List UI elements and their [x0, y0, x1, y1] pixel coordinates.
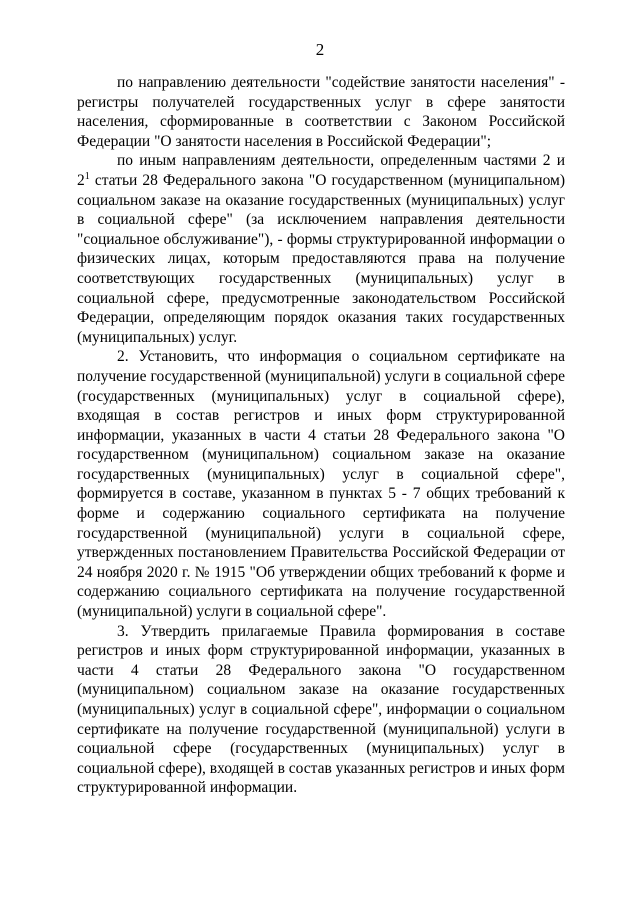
paragraph-clause-2: 2. Установить, что информация о социальном сертификате на получение государственной (муниципальной) услуги в социальной сфере (государственных (муниципальных) услуг в социальной сфере), входящая в состав регистров и иных форм структурированной информации, указанных в части 4 статьи 28 Федерального закона "О государственном (муниципальном) социальном заказе на оказание государственных (муниципальных) услуг в социальной сфере", формируется в составе, указанном в пунктах 5 - 7 общих требований к форме и содержанию социального сертификата на получение государственной (муниципальной) услуги в социальной сфере, утвержденных постановлением Правительства Российской Федерации от 24 ноября 2020 г. № 1915 "Об утверждении общих требований к форме и содержанию социального сертификата на получение государственной (муниципальной) услуги в социальной сфере".: [77, 348, 565, 621]
paragraph-other-directions: [77, 151, 565, 347]
paragraph-text-start: по иным направлениям деятельности, определенным частями 2 и 2: [77, 152, 565, 189]
superscript-index: 1: [84, 170, 90, 182]
document-body: [77, 73, 565, 798]
paragraph-text-end: статьи 28 Федерального закона "О государственном (муниципальном) социальном заказе на оказание государственных (муниципальных) услуг в социальной сфере" (за исключением направления деятельности "социальное обслуживание"), - формы структурированной информации о физических лицах, которым предоставляются права на получение соответствующих государственных (муниципальных) услуг в социальной сфере, предусмотренные законодательством Российской Федерации, определяющим порядок оказания таких государственных (муниципальных) услуг.: [77, 171, 565, 346]
page-number: 2: [315, 40, 325, 59]
paragraph-employment-registers: по направлению деятельности "содействие занятости населения" - регистры получателей государственных услуг в сфере занятости населения, сформированные в соответствии с Законом Российской Федерации "О занятости населения в Российской Федерации";: [77, 74, 565, 150]
paragraph-clause-3: 3. Утвердить прилагаемые Правила формирования в составе регистров и иных форм структурированной информации, указанных в части 4 статьи 28 Федерального закона "О государственном (муниципальном) социальном заказе на оказание государственных (муниципальных) услуг в социальной сфере", информации о социальном сертификате на получение государственной (муниципальной) услуги в социальной сфере (государственных (муниципальных) услуг в социальной сфере), входящей в состав указанных регистров и иных форм структурированной информации.: [77, 622, 565, 797]
